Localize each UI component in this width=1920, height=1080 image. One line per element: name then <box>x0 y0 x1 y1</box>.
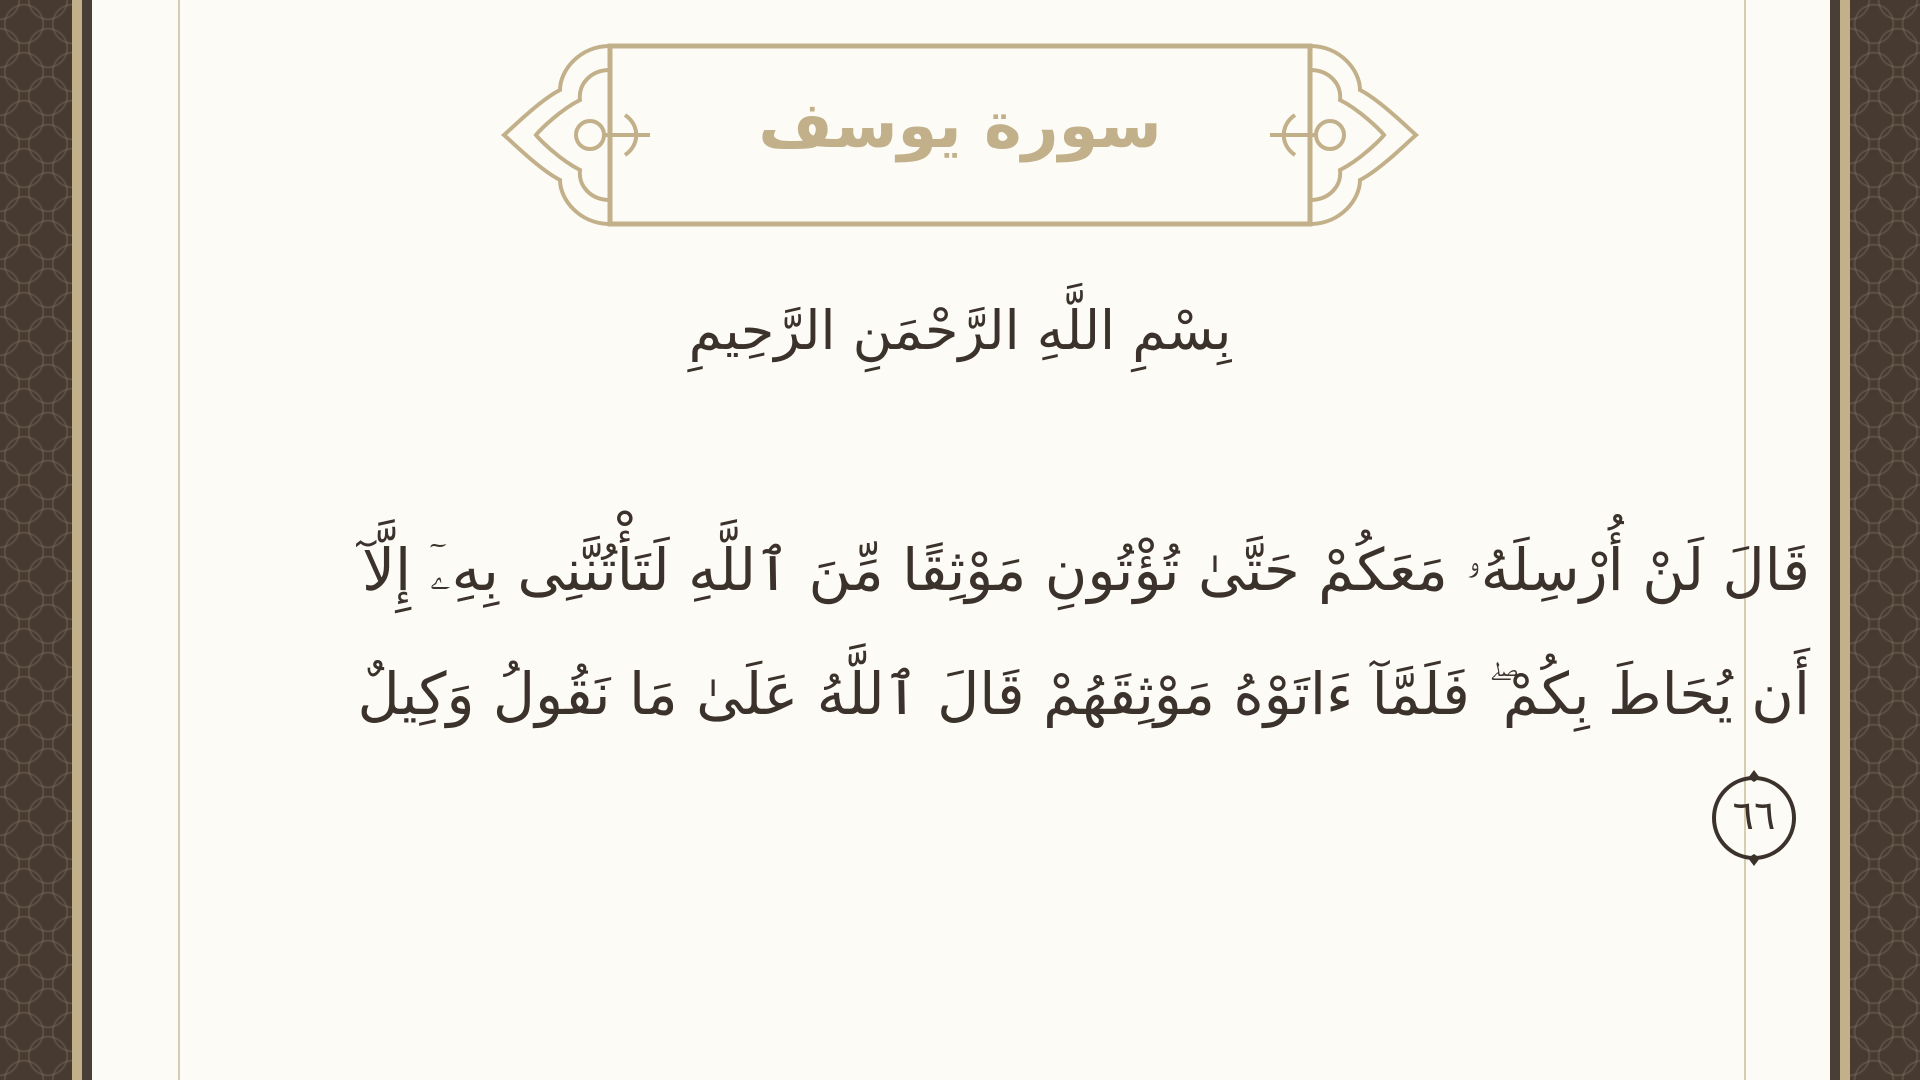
right-gold-rule <box>1840 0 1850 1080</box>
ayah-number: ٦٦ <box>1732 793 1776 839</box>
left-inner-rule <box>178 0 180 1080</box>
ayah-marker <box>1708 770 1800 866</box>
surah-title: سورة يوسف <box>758 89 1162 163</box>
left-gold-rule <box>72 0 82 1080</box>
verse-text: قَالَ لَنْ أُرْسِلَهُۥ مَعَكُمْ حَتَّىٰ تُؤْتُونِ مَوْثِقًا مِّنَ ٱللَّهِ لَتَأْتُنَّنِى بِهِۦٓ إِلَّآ أَن يُحَاطَ بِكُمْ ۖ فَلَمَّآ ءَاتَوْهُ مَوْثِقَهُمْ قَالَ ٱللَّهُ عَلَىٰ مَا نَقُولُ وَكِيلٌ <box>357 536 1810 728</box>
left-ornamental-border <box>0 0 72 1080</box>
basmala: بِسْمِ اللَّهِ الرَّحْمَنِ الرَّحِيمِ <box>688 299 1232 362</box>
surah-header-banner <box>500 40 1420 230</box>
right-ornamental-border <box>1850 0 1920 1080</box>
